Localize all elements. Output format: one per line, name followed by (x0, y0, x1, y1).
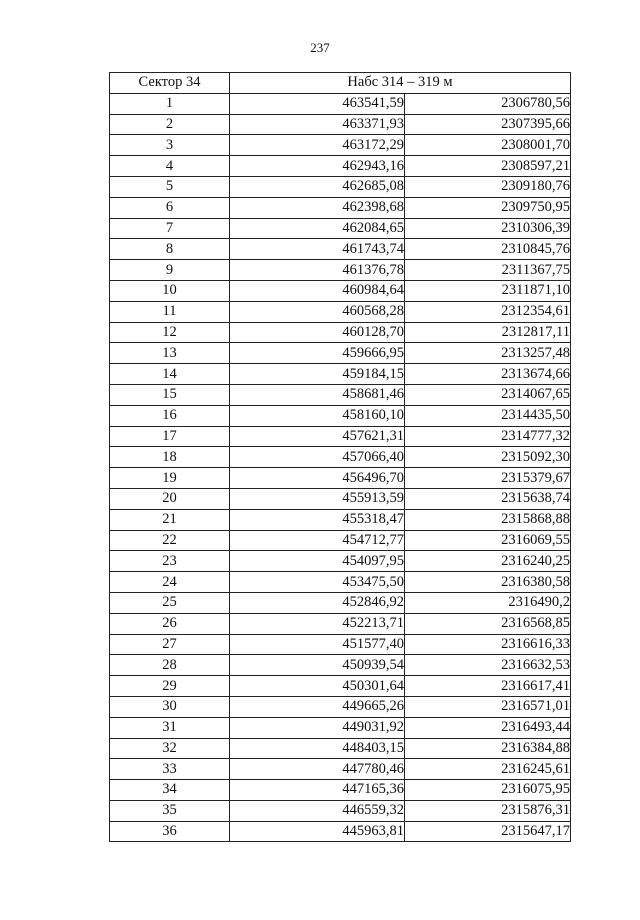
table-row (110, 759, 571, 780)
table-row (110, 176, 571, 197)
coordinate-y: 2313257,48 (405, 343, 571, 364)
point-number: 23 (110, 551, 230, 572)
coordinate-y: 2316568,85 (405, 613, 571, 634)
coordinate-x: 456496,70 (230, 468, 405, 489)
point-number: 9 (110, 260, 230, 281)
coordinate-x: 460984,64 (230, 280, 405, 301)
coordinate-x: 458160,10 (230, 405, 405, 426)
coordinate-y: 2316069,55 (405, 530, 571, 551)
coordinate-y: 2316616,33 (405, 634, 571, 655)
coordinate-y: 2315647,17 (405, 821, 571, 842)
point-number: 16 (110, 405, 230, 426)
coordinate-y: 2315638,74 (405, 488, 571, 509)
coordinate-x: 446559,32 (230, 800, 405, 821)
table-row (110, 821, 571, 842)
coordinate-x: 454712,77 (230, 530, 405, 551)
coordinate-y: 2316245,61 (405, 759, 571, 780)
point-number: 12 (110, 322, 230, 343)
coordinate-y: 2307395,66 (405, 114, 571, 135)
table-row (110, 322, 571, 343)
coordinate-y: 2312354,61 (405, 301, 571, 322)
table-row (110, 509, 571, 530)
table-row (110, 218, 571, 239)
coordinate-y: 2316490,2 (405, 592, 571, 613)
coordinate-x: 457066,40 (230, 447, 405, 468)
point-number: 4 (110, 156, 230, 177)
point-number: 22 (110, 530, 230, 551)
coordinate-y: 2311367,75 (405, 260, 571, 281)
coordinate-y: 2311871,10 (405, 280, 571, 301)
table-row (110, 364, 571, 385)
table-row (110, 405, 571, 426)
coordinate-y: 2315876,31 (405, 800, 571, 821)
point-number: 21 (110, 509, 230, 530)
coordinate-x: 463541,59 (230, 93, 405, 114)
page-number: 237 (310, 40, 330, 55)
coordinate-x: 455913,59 (230, 488, 405, 509)
table-row (110, 426, 571, 447)
coordinate-y: 2309180,76 (405, 176, 571, 197)
point-number: 3 (110, 135, 230, 156)
coordinate-y: 2316384,88 (405, 738, 571, 759)
point-number: 15 (110, 384, 230, 405)
table-row (110, 780, 571, 801)
point-number: 14 (110, 364, 230, 385)
point-number: 13 (110, 343, 230, 364)
table-row (110, 551, 571, 572)
table-row (110, 156, 571, 177)
table-row (110, 613, 571, 634)
coordinate-x: 447780,46 (230, 759, 405, 780)
coordinate-y: 2316617,41 (405, 676, 571, 697)
point-number: 1 (110, 93, 230, 114)
coordinate-x: 452213,71 (230, 613, 405, 634)
point-number: 33 (110, 759, 230, 780)
point-number: 19 (110, 468, 230, 489)
table-header-row (110, 73, 571, 94)
coordinate-x: 447165,36 (230, 780, 405, 801)
point-number: 6 (110, 197, 230, 218)
table-row (110, 384, 571, 405)
point-number: 11 (110, 301, 230, 322)
coordinate-x: 461376,78 (230, 260, 405, 281)
table-row (110, 93, 571, 114)
coordinate-x: 455318,47 (230, 509, 405, 530)
point-number: 35 (110, 800, 230, 821)
point-number: 24 (110, 572, 230, 593)
point-number: 2 (110, 114, 230, 135)
table-row (110, 696, 571, 717)
table-row (110, 114, 571, 135)
coordinate-y: 2315379,67 (405, 468, 571, 489)
point-number: 28 (110, 655, 230, 676)
table-row (110, 447, 571, 468)
coordinate-y: 2310306,39 (405, 218, 571, 239)
coordinate-y: 2316240,25 (405, 551, 571, 572)
point-number: 36 (110, 821, 230, 842)
table-row (110, 676, 571, 697)
point-number: 32 (110, 738, 230, 759)
point-number: 20 (110, 488, 230, 509)
table-row (110, 738, 571, 759)
point-number: 26 (110, 613, 230, 634)
coordinate-x: 449031,92 (230, 717, 405, 738)
table-row (110, 717, 571, 738)
table-row (110, 135, 571, 156)
coordinate-y: 2313674,66 (405, 364, 571, 385)
table-row (110, 634, 571, 655)
point-number: 25 (110, 592, 230, 613)
coordinate-x: 462943,16 (230, 156, 405, 177)
coordinate-x: 462398,68 (230, 197, 405, 218)
point-number: 8 (110, 239, 230, 260)
coordinate-x: 463172,29 (230, 135, 405, 156)
table-row (110, 468, 571, 489)
point-number: 29 (110, 676, 230, 697)
coordinate-y: 2314435,50 (405, 405, 571, 426)
coordinate-x: 463371,93 (230, 114, 405, 135)
coordinate-x: 462685,08 (230, 176, 405, 197)
coordinate-y: 2306780,56 (405, 93, 571, 114)
point-number: 17 (110, 426, 230, 447)
point-number: 18 (110, 447, 230, 468)
coordinate-x: 449665,26 (230, 696, 405, 717)
table-row (110, 280, 571, 301)
coordinate-y: 2309750,95 (405, 197, 571, 218)
coordinate-y: 2308001,70 (405, 135, 571, 156)
table-row (110, 343, 571, 364)
coordinate-x: 450301,64 (230, 676, 405, 697)
coordinate-x: 450939,54 (230, 655, 405, 676)
coordinate-x: 459666,95 (230, 343, 405, 364)
coordinate-x: 448403,15 (230, 738, 405, 759)
point-number: 10 (110, 280, 230, 301)
table-body (110, 93, 571, 842)
coordinate-y: 2316632,53 (405, 655, 571, 676)
point-number: 27 (110, 634, 230, 655)
coordinate-x: 452846,92 (230, 592, 405, 613)
header-elevation-group: Набс 314 – 319 м (230, 73, 571, 94)
table-row (110, 800, 571, 821)
point-number: 31 (110, 717, 230, 738)
coordinate-x: 454097,95 (230, 551, 405, 572)
coordinate-y: 2316075,95 (405, 780, 571, 801)
coordinate-x: 461743,74 (230, 239, 405, 260)
table-row (110, 488, 571, 509)
table-row (110, 572, 571, 593)
coordinate-x: 451577,40 (230, 634, 405, 655)
table-row (110, 655, 571, 676)
point-number: 7 (110, 218, 230, 239)
point-number: 30 (110, 696, 230, 717)
header-sector: Сектор 34 (110, 73, 230, 94)
coordinate-y: 2316571,01 (405, 696, 571, 717)
coordinate-y: 2314067,65 (405, 384, 571, 405)
coordinate-y: 2314777,32 (405, 426, 571, 447)
table-row (110, 239, 571, 260)
coordinate-y: 2316380,58 (405, 572, 571, 593)
point-number: 34 (110, 780, 230, 801)
coordinate-x: 459184,15 (230, 364, 405, 385)
table-row (110, 592, 571, 613)
coordinates-table (109, 72, 571, 842)
table-row (110, 530, 571, 551)
coordinate-y: 2315868,88 (405, 509, 571, 530)
coordinate-x: 460568,28 (230, 301, 405, 322)
coordinate-y: 2310845,76 (405, 239, 571, 260)
coordinate-x: 457621,31 (230, 426, 405, 447)
coordinate-y: 2315092,30 (405, 447, 571, 468)
table-row (110, 260, 571, 281)
coordinate-x: 453475,50 (230, 572, 405, 593)
coordinate-x: 460128,70 (230, 322, 405, 343)
table-row (110, 301, 571, 322)
point-number: 5 (110, 176, 230, 197)
coordinate-y: 2312817,11 (405, 322, 571, 343)
coordinate-y: 2308597,21 (405, 156, 571, 177)
coordinate-x: 458681,46 (230, 384, 405, 405)
coordinate-y: 2316493,44 (405, 717, 571, 738)
table-row (110, 197, 571, 218)
coordinate-x: 445963,81 (230, 821, 405, 842)
coordinate-x: 462084,65 (230, 218, 405, 239)
